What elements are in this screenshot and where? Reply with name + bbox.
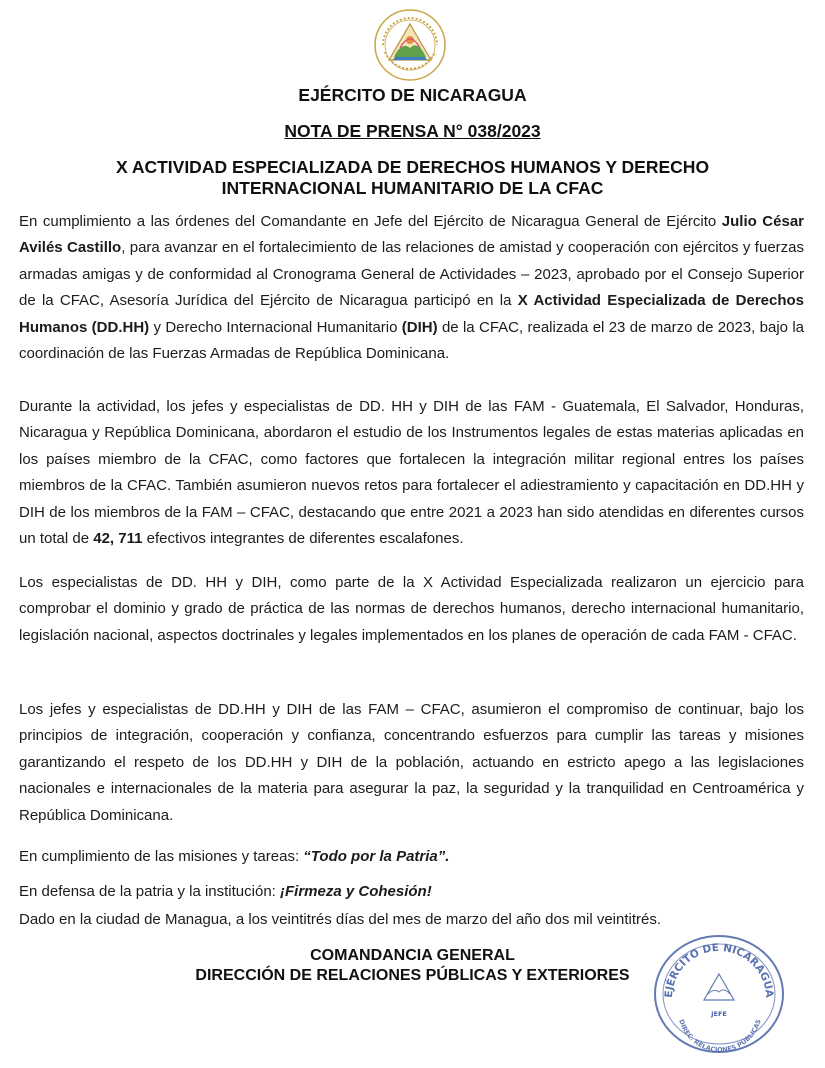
p1-text-a: En cumplimiento a las órdenes del Comandante en Jefe del Ejército de Nicaragua General de Ejército <box>19 213 722 230</box>
document-title <box>0 157 825 199</box>
stamp-center-text: JEFE <box>711 1010 727 1018</box>
mission-motto: “Todo por la Patria”. <box>303 848 450 865</box>
p1-text-e: y Derecho Internacional Humanitario <box>149 318 402 336</box>
p1-activity-name: X Actividad Especializada de Derechos Humanos (DD.HH) <box>19 292 805 336</box>
paragraph-4: Los jefes y especialistas de DD.HH y DIH de las FAM – CFAC, asumieron el compromiso de continuar, bajo los principios de integración, cooperación y confianza, concentrando esfuerzos para cumplir las tareas y misiones garantizando el respeto de los DD.HH y DIH de la población, actuando en estricto apego a las legislaciones nacionales e internacionales de la materia para asegurar la paz, la seguridad y la tranquilidad en Centroamérica y República Dominicana. <box>19 701 804 824</box>
given-in-line: Dado en la ciudad de Managua, a los veintitrés días del mes de marzo del año dos mil veintitrés. <box>19 911 662 928</box>
mission-prefix: En cumplimiento de las misiones y tareas: <box>19 848 304 865</box>
defense-line <box>19 881 432 903</box>
p1-text-g: de la CFAC, realizada el 23 de marzo de 2023, bajo la coordinación de las Fuerzas Armadas de República Dominicana. <box>19 318 805 363</box>
paragraph-1 <box>19 209 804 367</box>
p2-total-count: 42, 711 <box>93 530 143 548</box>
press-note-number: NOTA DE PRENSA N° 038/2023 <box>284 121 541 141</box>
nicaragua-coat-of-arms-icon <box>373 8 447 82</box>
p1-text-c: , para avanzar en el fortalecimiento de las relaciones de amistad y cooperación con ejércitos y fuerzas armadas amigas y de conformidad al Cronograma General de Actividades – 2023, aprobado por el Consejo Superior de la CFAC, Asesoría Jurídica del Ejército de Nicaragua participó en la <box>19 239 804 310</box>
official-stamp-icon <box>650 932 788 1056</box>
title-line-2: INTERNACIONAL HUMANITARIO DE LA CFAC <box>221 178 604 198</box>
paragraph-3: Los especialistas de DD. HH y DIH, como parte de la X Actividad Especializada realizaron un ejercicio para comprobar el dominio y grado de práctica de las normas de derechos humanos, derecho internacional humanitario, legislación nacional, aspectos doctrinales y legales implementados en los planes de operación de cada FAM - CFAC. <box>19 574 804 644</box>
mission-line <box>19 846 449 868</box>
stamp-bottom-text: DIREC. RELACIONES PUBLICAS <box>677 1018 763 1055</box>
p2-text-c: efectivos integrantes de diferentes escalafones. <box>142 530 464 548</box>
p1-dih: (DIH) <box>401 318 438 336</box>
organization-name: EJÉRCITO DE NICARAGUA <box>298 85 527 105</box>
svg-text:EJÉRCITO DE NICARAGUA <box>663 942 775 999</box>
p1-commander-name: Julio César Avilés Castillo <box>19 213 804 257</box>
svg-text:DIREC. RELACIONES PUBLICAS <box>677 1018 763 1054</box>
title-line-1: X ACTIVIDAD ESPECIALIZADA DE DERECHOS HUMANOS Y DERECHO <box>115 157 710 177</box>
defense-prefix: En defensa de la patria y la institución: <box>19 883 280 900</box>
signature-line-2: DIRECCIÓN DE RELACIONES PÚBLICAS Y EXTERIORES <box>195 967 630 984</box>
signature-line-1: COMANDANCIA GENERAL <box>310 947 515 964</box>
stamp-outer-text: EJÉRCITO DE NICARAGUA <box>662 941 776 999</box>
defense-motto: ¡Firmeza y Cohesión! <box>280 883 432 900</box>
p2-text-a: Durante la actividad, los jefes y especialistas de DD. HH y DIH de las FAM - Guatemala, El Salvador, Honduras, Nicaragua y República Dominicana, abordaron el estudio de los Instrumentos legales de estas materias aplicadas en los países miembro de la CFAC, como factores que fortalecen la integración militar regional entres los países miembros de la CFAC. También asumieron nuevos retos para fortalecer el adiestramiento y capacitación en DD.HH y DIH de los miembros de la FAM – CFAC, destacando que entre 2021 a 2023 han sido atendidas en diferentes cursos un total de <box>19 398 804 548</box>
paragraph-2 <box>19 394 804 552</box>
